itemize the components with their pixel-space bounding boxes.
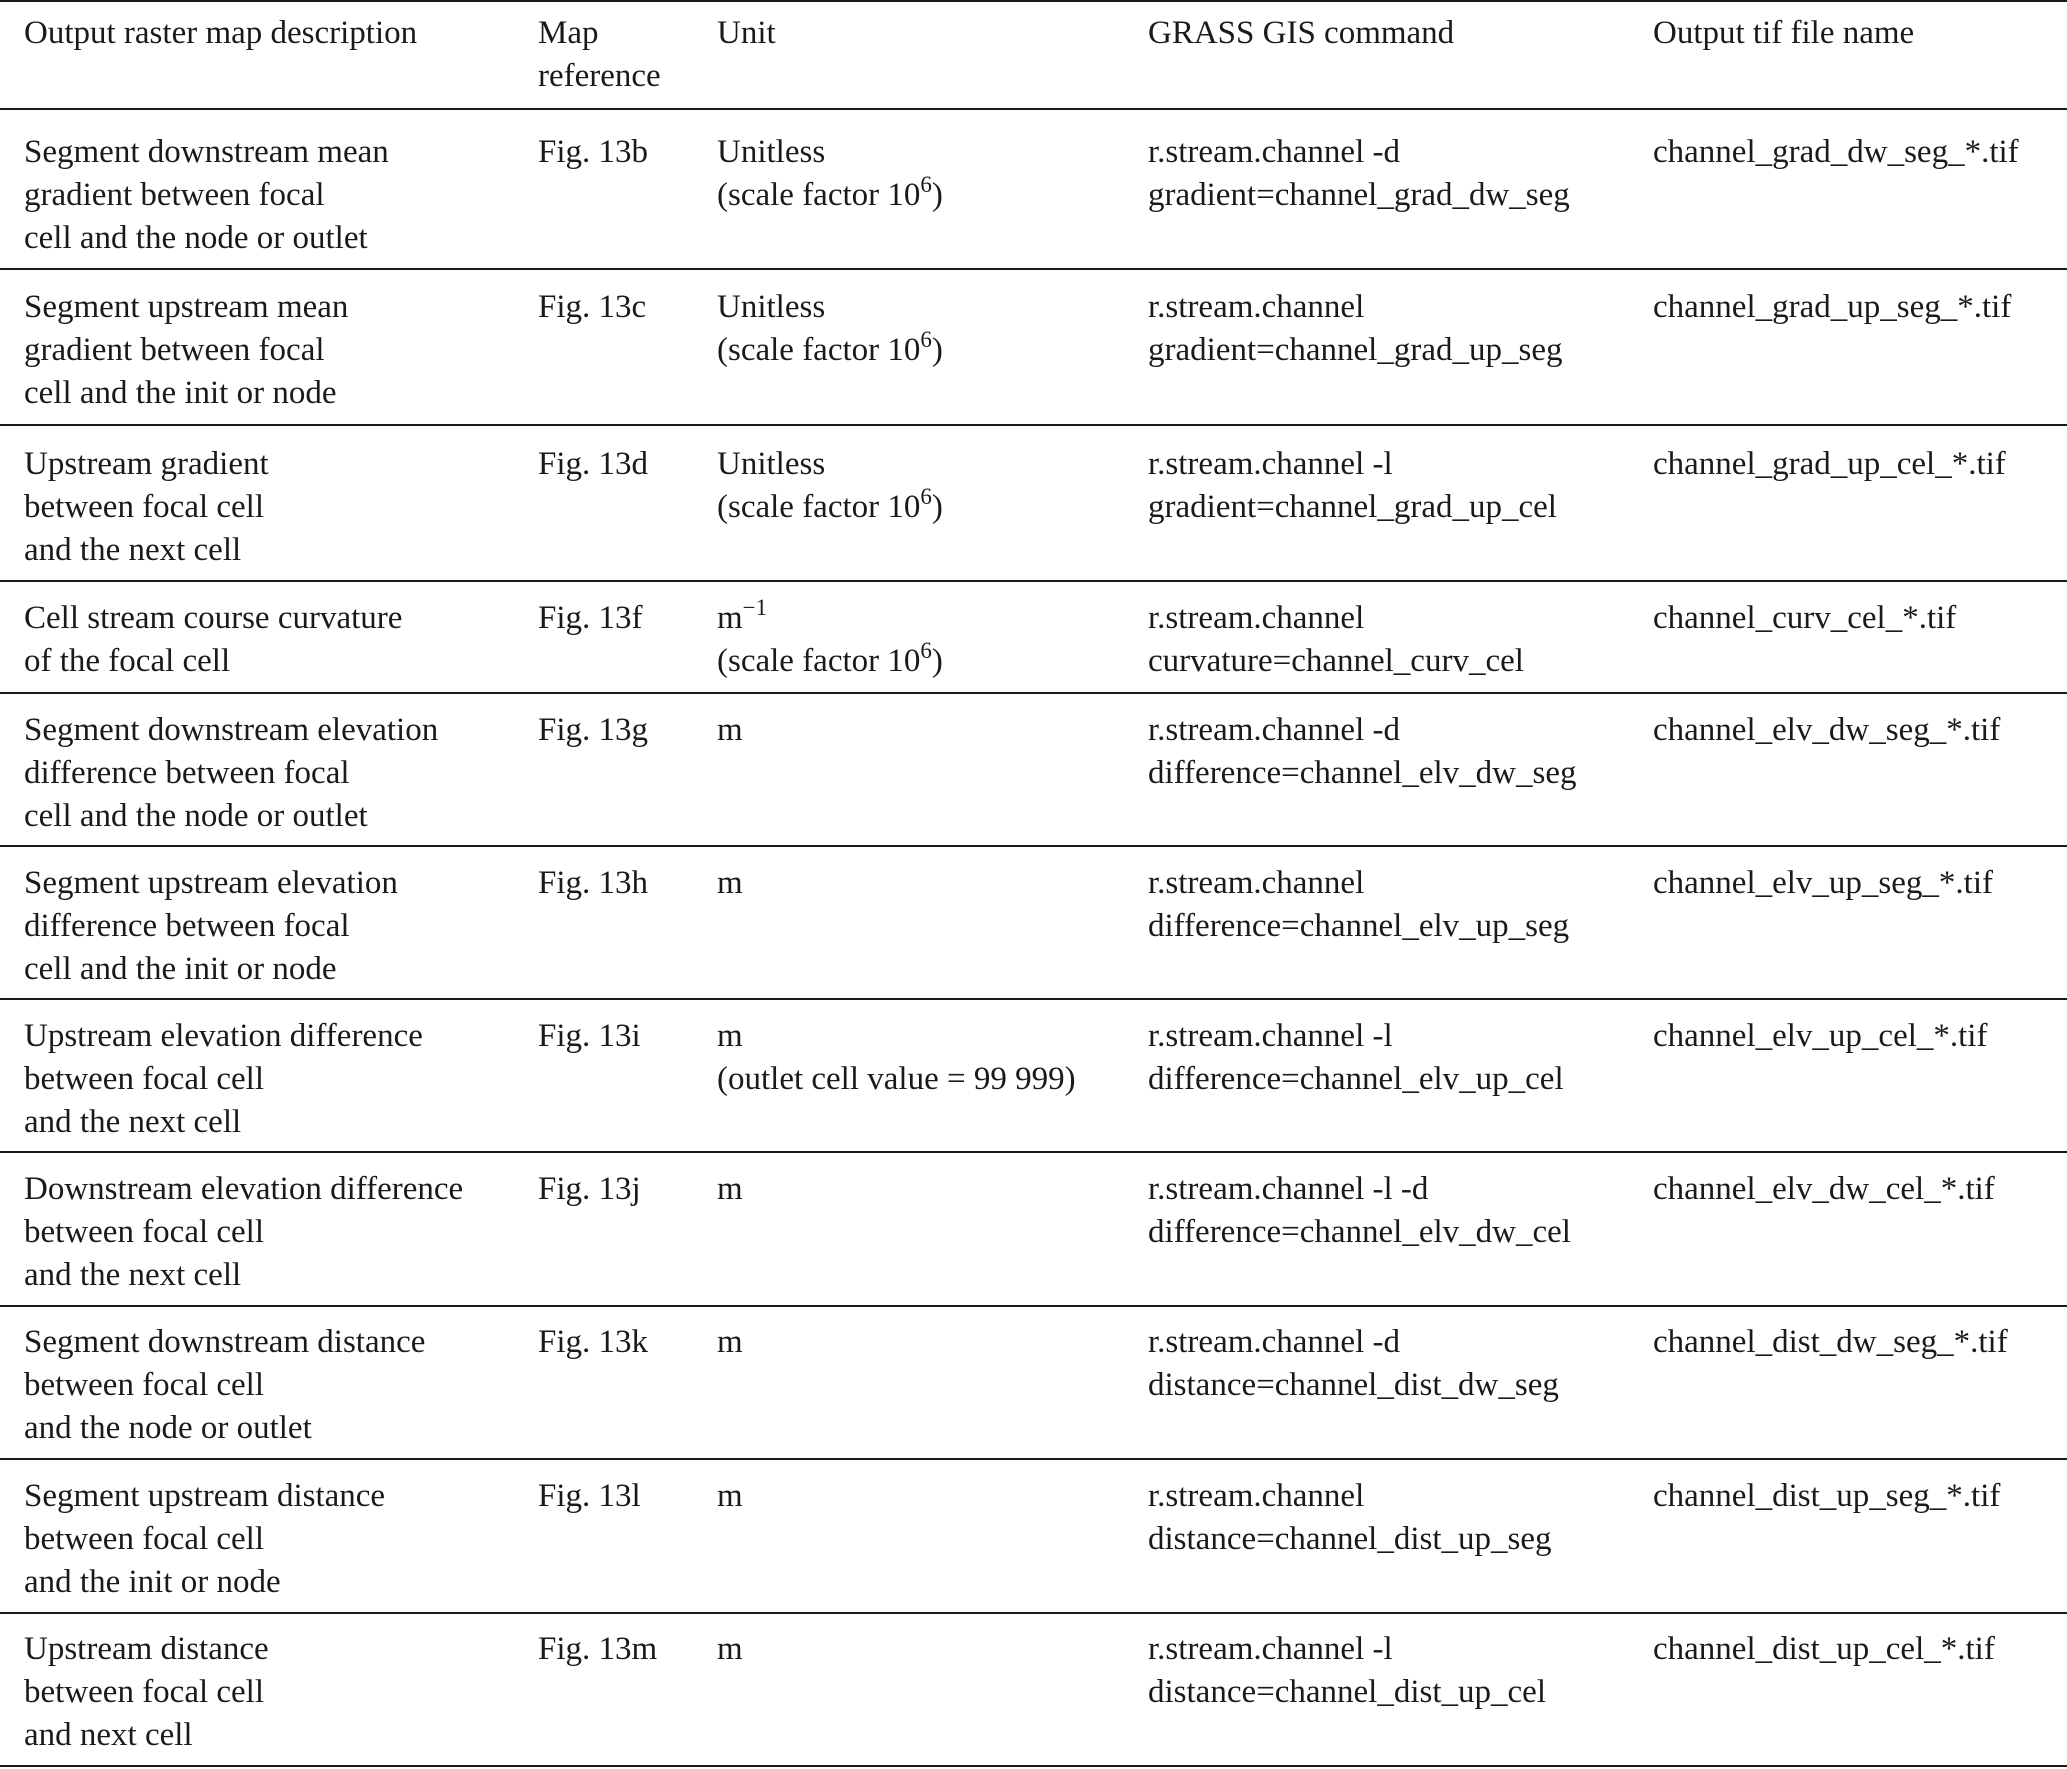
row-map-reference <box>538 709 648 752</box>
cell-line: difference=channel_elv_dw_cel <box>1148 1214 1571 1250</box>
cell-line: and the node or outlet <box>24 1410 312 1446</box>
row-output-file <box>1653 709 2000 752</box>
cell-line: difference=channel_elv_up_cel <box>1148 1061 1564 1097</box>
cell-line: difference between focal <box>24 908 350 944</box>
cell-line: r.stream.channel -d <box>1148 1324 1400 1360</box>
row-unit <box>717 1321 743 1364</box>
row-description <box>24 286 348 415</box>
cell-line: Output tif file name <box>1653 15 1915 51</box>
unit-line <box>717 1015 1076 1058</box>
cell-line: cell and the node or outlet <box>24 798 368 834</box>
cell-line: difference between focal <box>24 755 350 791</box>
cell-line: between focal cell <box>24 1214 265 1250</box>
header-rule <box>0 108 2067 110</box>
row-unit <box>717 131 943 217</box>
cell-line: channel_dist_up_cel_*.tif <box>1653 1631 1995 1667</box>
row-output-file <box>1653 1015 1987 1058</box>
row-divider <box>0 1612 2067 1614</box>
unit-line <box>717 1628 743 1671</box>
row-unit <box>717 1628 743 1671</box>
cell-line: r.stream.channel <box>1148 289 1365 325</box>
row-map-reference <box>538 862 648 905</box>
cell-line: distance=channel_dist_dw_seg <box>1148 1367 1559 1403</box>
cell-line: Fig. 13i <box>538 1018 641 1054</box>
cell-line: Segment upstream distance <box>24 1478 386 1514</box>
row-description <box>24 709 438 838</box>
unit-line <box>717 862 743 905</box>
unit-line <box>717 1058 1076 1101</box>
unit-text: m <box>717 712 743 748</box>
bottom-rule <box>0 1765 2067 1767</box>
cell-line: channel_dist_dw_seg_*.tif <box>1653 1324 2008 1360</box>
row-output-file <box>1653 131 2019 174</box>
row-output-file <box>1653 1628 1995 1671</box>
cell-line: channel_elv_dw_cel_*.tif <box>1653 1171 1995 1207</box>
cell-line: between focal cell <box>24 1674 265 1710</box>
row-description <box>24 1321 425 1450</box>
row-output-file <box>1653 286 2011 329</box>
unit-line <box>717 443 943 486</box>
row-output-file <box>1653 1475 2000 1518</box>
unit-text: m <box>717 1478 743 1514</box>
row-grass-command <box>1148 1475 1552 1561</box>
row-output-file <box>1653 1321 2008 1364</box>
cell-line: r.stream.channel -l <box>1148 1018 1393 1054</box>
row-grass-command <box>1148 709 1576 795</box>
cell-line: cell and the init or node <box>24 951 337 987</box>
cell-line: Fig. 13g <box>538 712 649 748</box>
cell-line: Cell stream course curvature <box>24 600 403 636</box>
unit-suffix: ) <box>931 177 943 213</box>
row-divider <box>0 580 2067 582</box>
header-command <box>1148 12 1454 55</box>
row-description <box>24 1168 463 1297</box>
unit-line <box>717 286 943 329</box>
cell-line: Fig. 13c <box>538 289 647 325</box>
row-divider <box>0 845 2067 847</box>
cell-line: Fig. 13f <box>538 600 643 636</box>
unit-text: (scale factor 10 <box>717 177 921 213</box>
row-divider <box>0 424 2067 426</box>
cell-line: r.stream.channel -d <box>1148 134 1400 170</box>
unit-text: m <box>717 865 743 901</box>
row-grass-command <box>1148 286 1562 372</box>
row-description <box>24 131 389 260</box>
unit-suffix: ) <box>931 643 943 679</box>
row-grass-command <box>1148 131 1570 217</box>
cell-line: r.stream.channel -d <box>1148 712 1400 748</box>
unit-superscript: 6 <box>920 172 932 197</box>
unit-line <box>717 1321 743 1364</box>
unit-text: Unitless <box>717 446 826 482</box>
cell-line: Map <box>538 15 599 51</box>
cell-line: Segment upstream mean <box>24 289 349 325</box>
row-description <box>24 443 269 572</box>
row-map-reference <box>538 597 643 640</box>
unit-text: Unitless <box>717 289 826 325</box>
cell-line: and the init or node <box>24 1564 281 1600</box>
row-description <box>24 1475 385 1604</box>
unit-line <box>717 640 943 683</box>
cell-line: of the focal cell <box>24 643 231 679</box>
unit-superscript: −1 <box>742 595 768 620</box>
unit-text: (scale factor 10 <box>717 332 921 368</box>
unit-text: m <box>717 600 743 636</box>
cell-line: Fig. 13k <box>538 1324 649 1360</box>
cell-line: Upstream gradient <box>24 446 269 482</box>
cell-line: channel_dist_up_seg_*.tif <box>1653 1478 2001 1514</box>
cell-line: gradient between focal <box>24 332 325 368</box>
unit-text: (outlet cell value = 99 999) <box>717 1061 1076 1097</box>
row-divider <box>0 1151 2067 1153</box>
cell-line: distance=channel_dist_up_cel <box>1148 1674 1546 1710</box>
cell-line: reference <box>538 58 661 94</box>
row-description <box>24 597 402 683</box>
row-map-reference <box>538 443 648 486</box>
cell-line: Output raster map description <box>24 15 418 51</box>
unit-text: m <box>717 1018 743 1054</box>
unit-line <box>717 131 943 174</box>
header-map-reference <box>538 12 661 98</box>
cell-line: r.stream.channel -l -d <box>1148 1171 1429 1207</box>
row-grass-command <box>1148 1628 1546 1714</box>
header-unit <box>717 12 776 55</box>
cell-line: gradient=channel_grad_up_cel <box>1148 489 1557 525</box>
cell-line: cell and the node or outlet <box>24 220 368 256</box>
cell-line: and the next cell <box>24 532 242 568</box>
cell-line: Upstream distance <box>24 1631 269 1667</box>
cell-line: gradient between focal <box>24 177 325 213</box>
unit-text: m <box>717 1171 743 1207</box>
cell-line: r.stream.channel -l <box>1148 446 1393 482</box>
header-file-name <box>1653 12 1914 55</box>
unit-line <box>717 486 943 529</box>
cell-line: Fig. 13h <box>538 865 649 901</box>
row-unit <box>717 1475 743 1518</box>
cell-line: curvature=channel_curv_cel <box>1148 643 1524 679</box>
cell-line: channel_elv_up_seg_*.tif <box>1653 865 1993 901</box>
row-map-reference <box>538 286 646 329</box>
row-divider <box>0 692 2067 694</box>
top-rule <box>0 0 2067 2</box>
row-grass-command <box>1148 443 1557 529</box>
row-map-reference <box>538 1475 641 1518</box>
unit-line <box>717 174 943 217</box>
cell-line: Segment downstream elevation <box>24 712 439 748</box>
unit-text: Unitless <box>717 134 826 170</box>
row-grass-command <box>1148 1321 1559 1407</box>
row-grass-command <box>1148 597 1524 683</box>
cell-line: channel_elv_up_cel_*.tif <box>1653 1018 1988 1054</box>
unit-line <box>717 709 743 752</box>
row-grass-command <box>1148 1015 1564 1101</box>
cell-line: Unit <box>717 15 776 51</box>
cell-line: cell and the init or node <box>24 375 337 411</box>
cell-line: Downstream elevation difference <box>24 1171 464 1207</box>
row-output-file <box>1653 1168 1995 1211</box>
cell-line: between focal cell <box>24 1367 265 1403</box>
cell-line: r.stream.channel -l <box>1148 1631 1393 1667</box>
cell-line: channel_grad_up_seg_*.tif <box>1653 289 2012 325</box>
unit-line <box>717 1475 743 1518</box>
cell-line: Segment downstream distance <box>24 1324 426 1360</box>
unit-text: (scale factor 10 <box>717 643 921 679</box>
header-description <box>24 12 417 55</box>
unit-line <box>717 597 943 640</box>
row-divider <box>0 1458 2067 1460</box>
row-output-file <box>1653 597 1956 640</box>
row-map-reference <box>538 1015 641 1058</box>
unit-suffix: ) <box>931 332 943 368</box>
cell-line: Fig. 13b <box>538 134 649 170</box>
row-grass-command <box>1148 1168 1571 1254</box>
unit-text: m <box>717 1324 743 1360</box>
row-description <box>24 1628 269 1757</box>
cell-line: distance=channel_dist_up_seg <box>1148 1521 1552 1557</box>
row-map-reference <box>538 1628 657 1671</box>
row-map-reference <box>538 1321 648 1364</box>
row-map-reference <box>538 131 648 174</box>
cell-line: Upstream elevation difference <box>24 1018 423 1054</box>
row-output-file <box>1653 862 1993 905</box>
row-unit <box>717 1015 1076 1101</box>
row-unit <box>717 597 943 683</box>
cell-line: channel_grad_up_cel_*.tif <box>1653 446 2006 482</box>
row-description <box>24 862 398 991</box>
unit-superscript: 6 <box>920 484 932 509</box>
cell-line: Segment upstream elevation <box>24 865 398 901</box>
row-description <box>24 1015 423 1144</box>
unit-superscript: 6 <box>920 638 932 663</box>
cell-line: gradient=channel_grad_dw_seg <box>1148 177 1570 213</box>
cell-line: Fig. 13l <box>538 1478 641 1514</box>
row-unit <box>717 862 743 905</box>
unit-text: m <box>717 1631 743 1667</box>
cell-line: r.stream.channel <box>1148 600 1365 636</box>
cell-line: and the next cell <box>24 1104 242 1140</box>
unit-line <box>717 329 943 372</box>
cell-line: GRASS GIS command <box>1148 15 1455 51</box>
unit-superscript: 6 <box>920 327 932 352</box>
cell-line: gradient=channel_grad_up_seg <box>1148 332 1563 368</box>
cell-line: channel_grad_dw_seg_*.tif <box>1653 134 2019 170</box>
cell-line: r.stream.channel <box>1148 865 1365 901</box>
cell-line: difference=channel_elv_up_seg <box>1148 908 1570 944</box>
cell-line: Segment downstream mean <box>24 134 389 170</box>
unit-text: (scale factor 10 <box>717 489 921 525</box>
cell-line: Fig. 13m <box>538 1631 658 1667</box>
unit-line <box>717 1168 743 1211</box>
row-unit <box>717 286 943 372</box>
cell-line: channel_curv_cel_*.tif <box>1653 600 1957 636</box>
row-output-file <box>1653 443 2006 486</box>
cell-line: between focal cell <box>24 1521 265 1557</box>
cell-line: Fig. 13d <box>538 446 649 482</box>
cell-line: channel_elv_dw_seg_*.tif <box>1653 712 2001 748</box>
row-unit <box>717 1168 743 1211</box>
row-unit <box>717 443 943 529</box>
cell-line: and the next cell <box>24 1257 242 1293</box>
row-map-reference <box>538 1168 641 1211</box>
cell-line: between focal cell <box>24 1061 265 1097</box>
cell-line: difference=channel_elv_dw_seg <box>1148 755 1577 791</box>
row-grass-command <box>1148 862 1569 948</box>
cell-line: between focal cell <box>24 489 265 525</box>
row-unit <box>717 709 743 752</box>
row-divider <box>0 268 2067 270</box>
unit-suffix: ) <box>931 489 943 525</box>
row-divider <box>0 1305 2067 1307</box>
cell-line: and next cell <box>24 1717 193 1753</box>
cell-line: r.stream.channel <box>1148 1478 1365 1514</box>
cell-line: Fig. 13j <box>538 1171 641 1207</box>
row-divider <box>0 998 2067 1000</box>
